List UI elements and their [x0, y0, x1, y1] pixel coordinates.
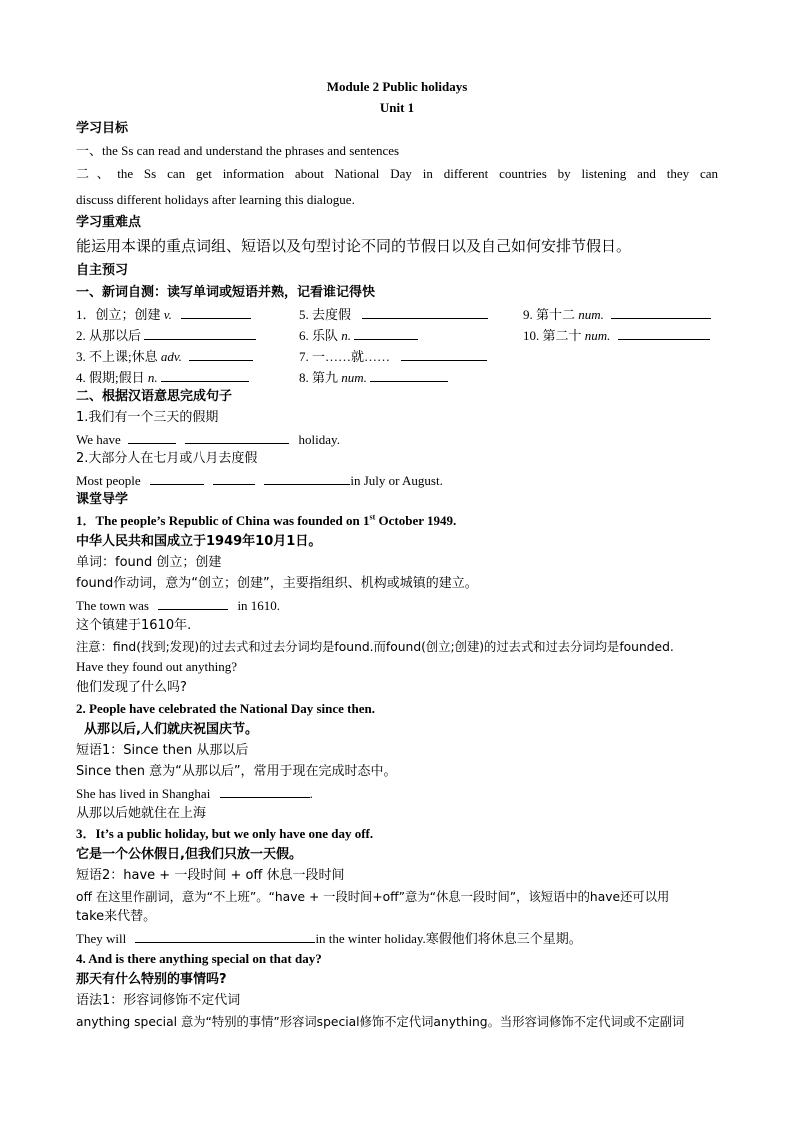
point-1-note: found作动词，意为“创立；创建”，主要指组织、机构或城镇的建立。: [76, 576, 478, 591]
point-3-note-2: take来代替。: [76, 909, 157, 924]
vocab-item-8: [299, 369, 448, 386]
vocab-blank[interactable]: [144, 327, 256, 340]
sentence-task-title: 二、根据汉语意思完成句子: [76, 389, 233, 404]
point-3-cn: 它是一个公休假日,但我们只放一天假。: [76, 847, 302, 862]
point-2-cn: 从那以后,人们就庆祝国庆节。: [84, 722, 258, 737]
point-1-word: 单词：found 创立；创建: [76, 555, 222, 570]
vocab-pos: n.: [147, 370, 158, 385]
answer-blank[interactable]: [158, 597, 228, 610]
vocab-pos: n.: [341, 328, 352, 343]
vocab-item-4: [76, 369, 249, 386]
vocab-blank[interactable]: [354, 327, 418, 340]
vocab-item-3: [76, 348, 253, 365]
answer-blank[interactable]: [135, 930, 315, 943]
point-3-note-1: off 在这里作副词，意为“不上班”。“have + 一段时间+off”意为“休息一段时间”，该短语中的have还可以用: [76, 890, 670, 904]
vocab-item-9: [523, 306, 711, 323]
vocab-label: 3. 不上课;休息: [76, 349, 158, 364]
example-text: .: [309, 786, 313, 801]
preview-heading: 自主预习: [76, 263, 129, 278]
sentence-1-en: [76, 431, 340, 448]
answer-blank[interactable]: [128, 431, 176, 444]
objective-line-1: 一、the Ss can read and understand the phrases and sentences: [76, 143, 400, 158]
objectives-heading: 学习目标: [76, 121, 129, 136]
point-1-title: [76, 513, 456, 529]
vocab-label: 10. 第二十: [523, 328, 582, 343]
point-3-phrase: 短语2：have + 一段时间 + off 休息一段时间: [76, 868, 345, 883]
point-2-phrase: 短语1：Since then 从那以后: [76, 743, 249, 758]
point-1-example-cn: 这个镇建于1610年.: [76, 618, 192, 633]
objective-line-3: discuss different holidays after learning this dialogue.: [76, 192, 355, 207]
vocab-blank[interactable]: [189, 348, 253, 361]
example-text: in 1610.: [237, 598, 281, 613]
point-4-note: anything special 意为“特别的事情”形容词special修饰不定代词anything。当形容词修饰不定代词或不定副词: [76, 1015, 685, 1029]
point-3-title: 3．It’s a public holiday, but we only have one day off.: [76, 826, 374, 841]
vocab-label: 7. 一……就……: [299, 349, 391, 364]
example-text: She has lived in Shanghai: [76, 786, 211, 801]
vocab-item-1: [76, 306, 251, 323]
sentence-1-cn: 1.我们有一个三天的假期: [76, 410, 219, 425]
guide-heading: 课堂导学: [76, 492, 129, 507]
unit-title: Unit 1: [379, 100, 415, 115]
vocab-label: 4. 假期;假日: [76, 370, 145, 385]
vocab-pos: v.: [163, 307, 172, 322]
vocab-label: 8. 第九: [299, 370, 339, 385]
vocab-pos: num.: [584, 328, 611, 343]
vocab-blank[interactable]: [181, 306, 251, 319]
vocab-blank[interactable]: [401, 348, 487, 361]
ordinal-suffix: st: [369, 512, 376, 522]
answer-blank[interactable]: [264, 472, 350, 485]
vocab-pos: num.: [341, 370, 367, 385]
vocab-item-2: [76, 327, 256, 344]
vocab-item-5: [299, 306, 488, 323]
vocab-label: 2. 从那以后: [76, 328, 142, 343]
vocab-pos: num.: [578, 307, 604, 322]
module-title: Module 2 Public holidays: [326, 79, 468, 94]
vocab-blank[interactable]: [370, 369, 448, 382]
vocab-item-7: [299, 348, 487, 365]
objective-line-2: 二、the Ss can get information about National Day in different countries by listening and they can: [76, 166, 718, 181]
sentence-text: We have: [76, 432, 121, 447]
key-points-text: 能运用本课的重点词组、短语以及句型讨论不同的节假日以及自己如何安排节假日。: [76, 237, 632, 255]
vocab-task-title: 一、新词自测：读写单词或短语并熟，记看谁记得快: [76, 285, 376, 300]
key-points-heading: 学习重难点: [76, 215, 142, 230]
sentence-text: in July or August.: [350, 473, 443, 488]
point-2-title: 2. People have celebrated the National Day since then.: [76, 701, 375, 716]
point-1-question-en: Have they found out anything?: [76, 659, 238, 674]
point-4-grammar: 语法1：形容词修饰不定代词: [76, 993, 241, 1008]
point-3-example: [76, 930, 582, 947]
sentence-2-en: [76, 472, 443, 489]
vocab-blank[interactable]: [618, 327, 710, 340]
vocab-label: 1．创立；创建: [76, 307, 161, 322]
vocab-blank[interactable]: [161, 369, 249, 382]
point-2-note: Since then 意为“从那以后”，常用于现在完成时态中。: [76, 764, 397, 779]
vocab-item-6: [299, 327, 418, 344]
point-1-cn: 中华人民共和国成立于1949年10月1日。: [76, 534, 322, 549]
vocab-pos: adv.: [160, 349, 182, 364]
example-text: They will: [76, 931, 127, 946]
point-2-example: [76, 785, 313, 802]
vocab-blank[interactable]: [611, 306, 711, 319]
point-2-example-cn: 从那以后她就住在上海: [76, 806, 207, 821]
vocab-label: 9. 第十二: [523, 307, 576, 322]
vocab-blank[interactable]: [362, 306, 488, 319]
sentence-text: Most people: [76, 473, 141, 488]
answer-blank[interactable]: [213, 472, 255, 485]
answer-blank[interactable]: [185, 431, 289, 444]
point-1-title-text: October 1949.: [375, 513, 457, 528]
sentence-text: holiday.: [298, 432, 340, 447]
point-4-title: 4. And is there anything special on that day?: [76, 951, 322, 966]
example-text: The town was: [76, 598, 149, 613]
point-1-example: [76, 597, 280, 614]
sentence-2-cn: 2.大部分人在七月或八月去度假: [76, 451, 258, 466]
point-1-attention: 注意：find(找到;发现)的过去式和过去分词均是found.而found(创立;创建)的过去式和过去分词均是founded.: [76, 640, 674, 654]
vocab-label: 5. 去度假: [299, 307, 352, 322]
answer-blank[interactable]: [220, 785, 310, 798]
example-text: in the winter holiday.寒假他们将休息三个星期。: [315, 931, 582, 946]
answer-blank[interactable]: [150, 472, 204, 485]
point-4-cn: 那天有什么特别的事情吗?: [76, 972, 227, 987]
point-1-question-cn: 他们发现了什么吗?: [76, 680, 187, 695]
vocab-label: 6. 乐队: [299, 328, 339, 343]
vocab-item-10: [523, 327, 710, 344]
point-1-title-text: 1．The people’s Republic of China was founded on 1: [76, 513, 370, 528]
